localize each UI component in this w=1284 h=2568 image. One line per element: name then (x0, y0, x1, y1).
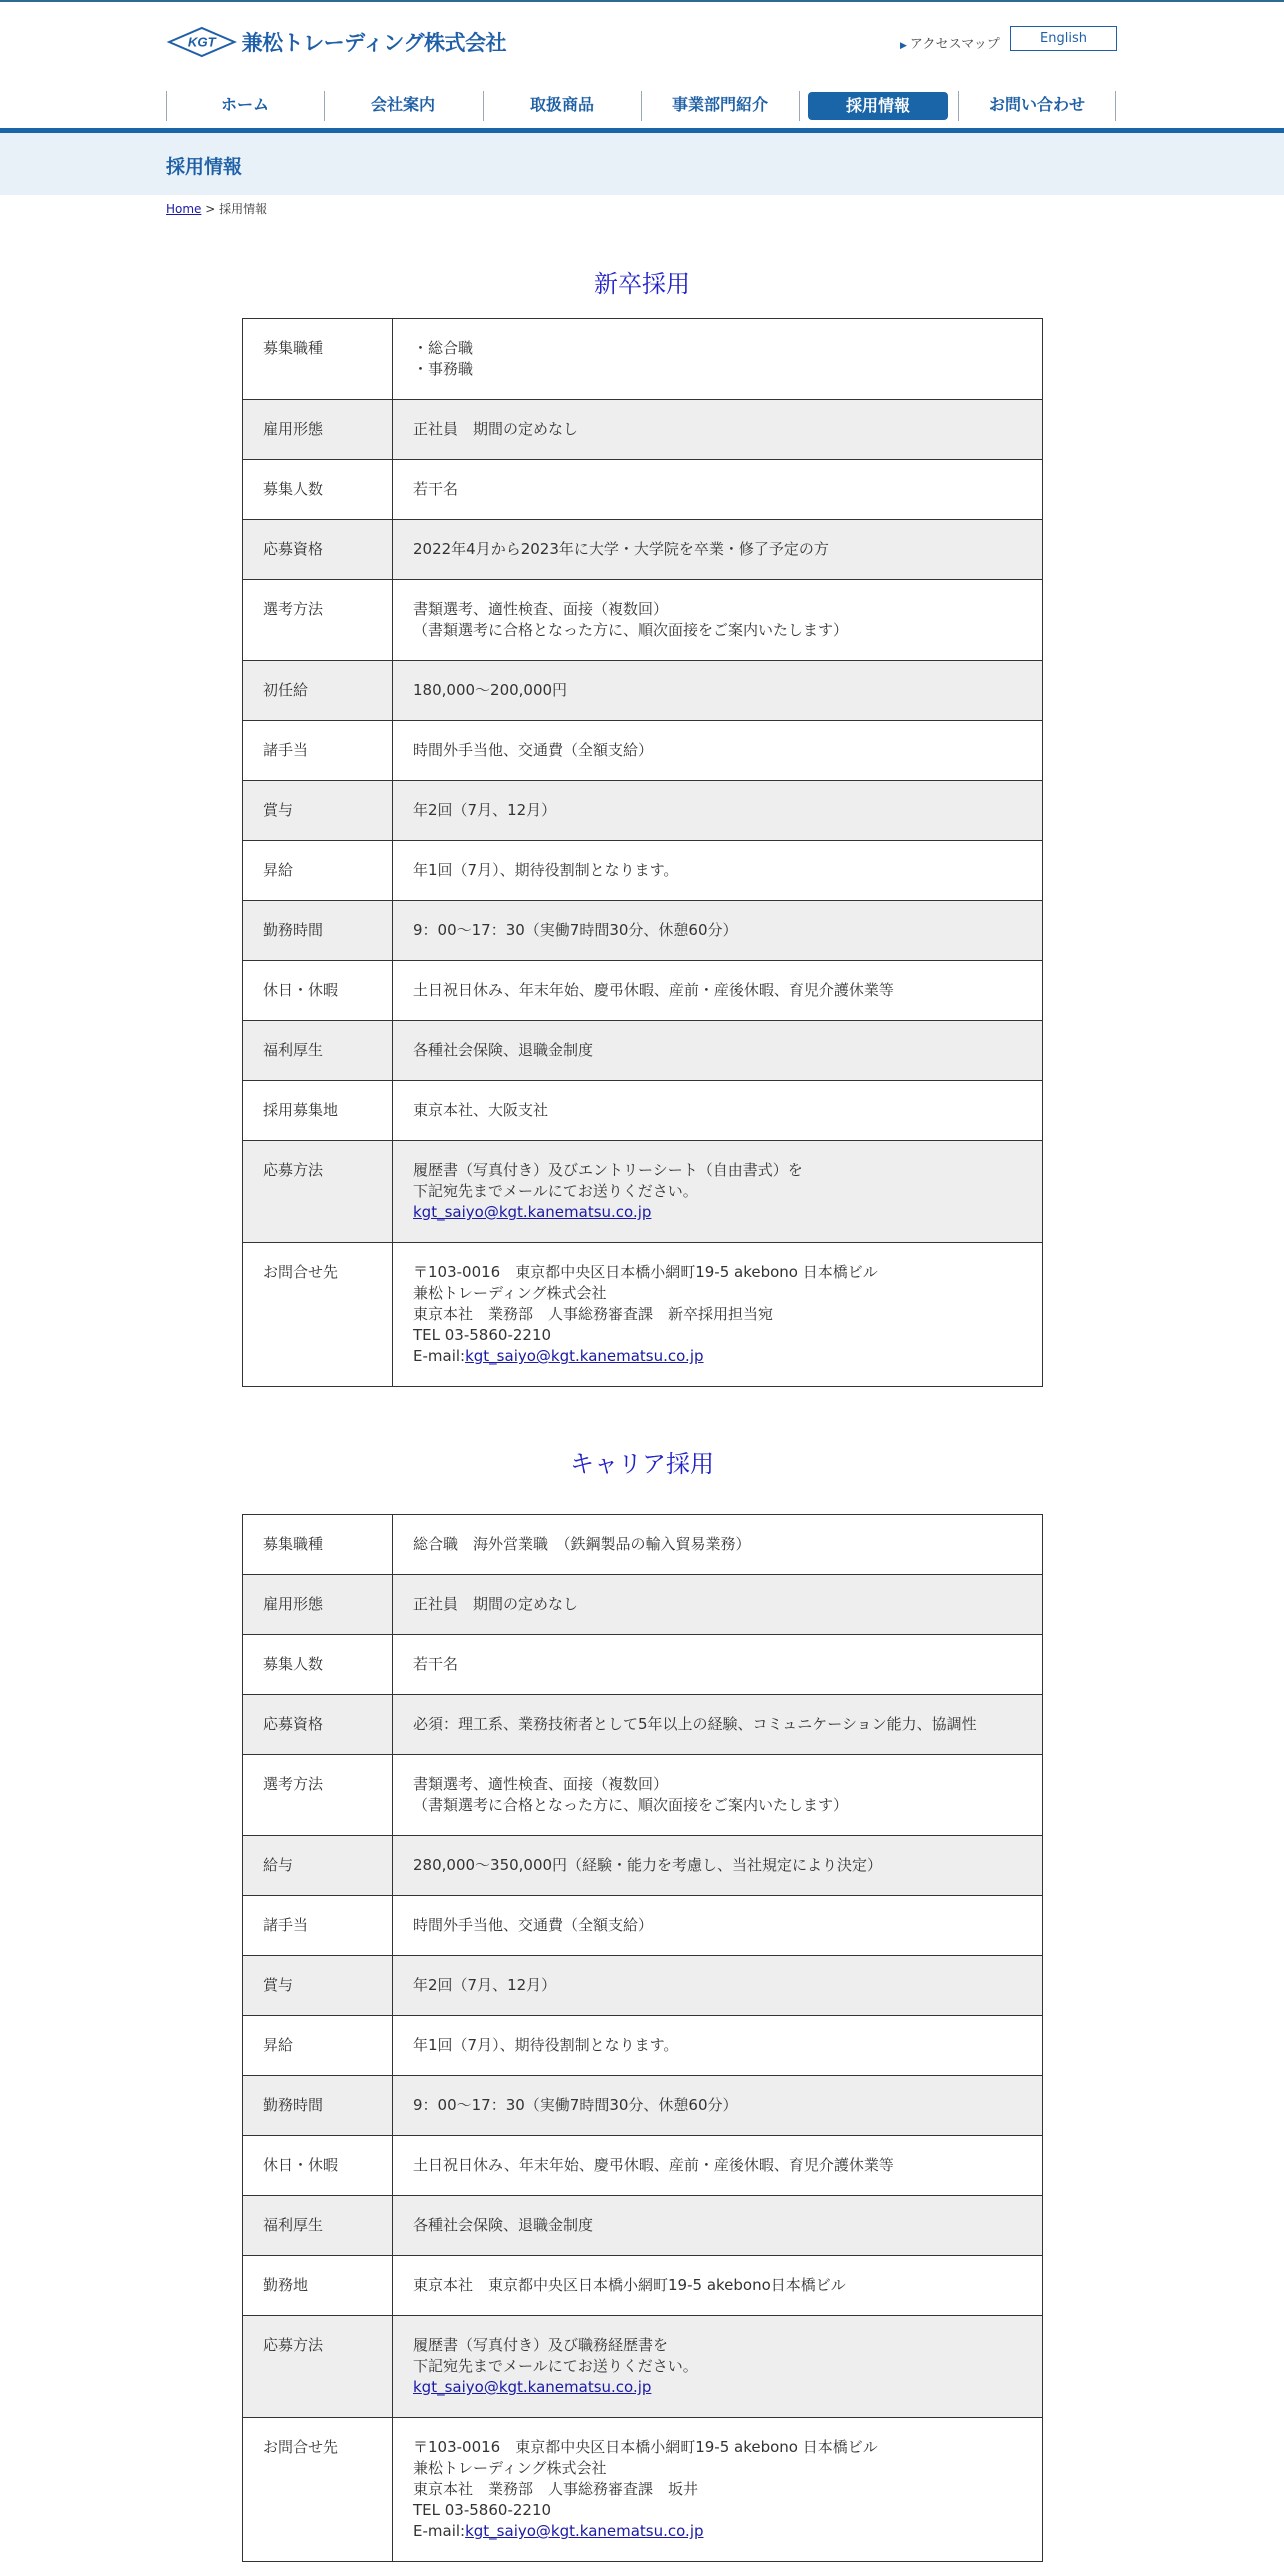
row-label: 応募方法 (243, 1141, 393, 1243)
value-line: 時間外手当他、交通費（全額支給） (413, 1916, 654, 1934)
svg-text:KGT: KGT (187, 34, 216, 50)
email-prefix: E-mail: (413, 1347, 466, 1365)
row-value (393, 1956, 1043, 2016)
row-value (393, 721, 1043, 781)
row-label: 初任給 (243, 661, 393, 721)
breadcrumb-separator: > (201, 202, 220, 216)
career-table (242, 1514, 1043, 2562)
row-value (393, 2256, 1043, 2316)
row-label: 選考方法 (243, 580, 393, 661)
site-logo[interactable] (166, 20, 506, 64)
email-link[interactable]: kgt_saiyo@kgt.kanematsu.co.jp (413, 1203, 652, 1221)
section-title-career: キャリア採用 (570, 1450, 714, 1478)
email-line (413, 1346, 1022, 1367)
table-row (243, 1021, 1043, 1081)
value-line: 年1回（7月）、期待役割制となります。 (413, 861, 679, 879)
row-label: 募集人数 (243, 1635, 393, 1695)
row-value (393, 841, 1043, 901)
row-label: 勤務地 (243, 2256, 393, 2316)
nav-separator (1115, 91, 1116, 121)
value-line: 年1回（7月）、期待役割制となります。 (413, 2036, 679, 2054)
row-value (393, 1896, 1043, 1956)
row-label: 募集職種 (243, 319, 393, 400)
shinsotsu-table (242, 318, 1043, 1387)
table-row (243, 460, 1043, 520)
value-line: 280,000～350,000円（経験・能力を考慮し、当社規定により決定） (413, 1856, 883, 1874)
row-label: 選考方法 (243, 1755, 393, 1836)
value-line: 下記宛先までメールにてお送りください。 (413, 1182, 698, 1200)
access-map-label: アクセスマップ (909, 37, 1000, 52)
table-row (243, 400, 1043, 460)
value-line: 履歴書（写真付き）及びエントリーシート（自由書式）を (413, 1161, 803, 1179)
row-label: 採用募集地 (243, 1081, 393, 1141)
table-row (243, 1243, 1043, 1387)
table-row (243, 781, 1043, 841)
breadcrumb-home-link[interactable]: Home (166, 202, 202, 216)
value-line: 東京本社 業務部 人事総務審査課 坂井 (413, 2480, 699, 2498)
logo-company-name: 兼松トレーディング株式会社 (241, 31, 506, 55)
table-row (243, 2196, 1043, 2256)
value-line: 正社員 期間の定めなし (413, 1595, 579, 1613)
row-label: 諸手当 (243, 721, 393, 781)
row-label: 雇用形態 (243, 400, 393, 460)
row-value (393, 1515, 1043, 1575)
row-value (393, 460, 1043, 520)
row-value (393, 1021, 1043, 1081)
email-link[interactable]: kgt_saiyo@kgt.kanematsu.co.jp (465, 1347, 704, 1365)
value-line: ・事務職 (413, 360, 474, 378)
nav-item-label: 事業部門紹介 (671, 95, 768, 114)
value-line: ・総合職 (413, 339, 474, 357)
value-line: 〒103-0016 東京都中央区日本橋小網町19-5 akebono 日本橋ビル (413, 1263, 878, 1281)
row-label: 応募資格 (243, 520, 393, 580)
row-label: 賞与 (243, 781, 393, 841)
value-line: 必須：理工系、業務技術者として5年以上の経験、コミュニケーション能力、協調性 (413, 1715, 977, 1733)
access-map-link[interactable] (900, 33, 1000, 52)
row-value (393, 961, 1043, 1021)
table-row (243, 1956, 1043, 2016)
value-line: TEL 03-5860-2210 (413, 1326, 552, 1344)
nav-item-1[interactable] (324, 89, 482, 123)
row-label: 休日・休暇 (243, 2136, 393, 2196)
row-value (393, 781, 1043, 841)
table-row (243, 961, 1043, 1021)
value-line: 下記宛先までメールにてお送りください。 (413, 2357, 698, 2375)
breadcrumb-current: 採用情報 (219, 202, 268, 216)
section-title-shinsotsu: 新卒採用 (594, 270, 690, 298)
breadcrumb (166, 200, 267, 217)
value-line: 〒103-0016 東京都中央区日本橋小網町19-5 akebono 日本橋ビル (413, 2438, 878, 2456)
value-line: 東京本社 業務部 人事総務審査課 新卒採用担当宛 (413, 1305, 774, 1323)
row-value (393, 400, 1043, 460)
value-line: 正社員 期間の定めなし (413, 420, 579, 438)
table-row (243, 2136, 1043, 2196)
table-row (243, 841, 1043, 901)
table-row (243, 901, 1043, 961)
row-label: お問合せ先 (243, 1243, 393, 1387)
value-line: 180,000～200,000円 (413, 681, 568, 699)
value-line: 東京本社、大阪支社 (413, 1101, 549, 1119)
table-row (243, 2076, 1043, 2136)
row-value (393, 1141, 1043, 1243)
row-value (393, 1243, 1043, 1387)
table-row (243, 1896, 1043, 1956)
value-line: （書類選考に合格となった方に、順次面接をご案内いたします） (413, 1796, 849, 1814)
table-row (243, 1515, 1043, 1575)
row-value (393, 661, 1043, 721)
row-value (393, 520, 1043, 580)
table-row (243, 1836, 1043, 1896)
value-line: 各種社会保険、退職金制度 (413, 1041, 594, 1059)
row-value (393, 2076, 1043, 2136)
value-line: （書類選考に合格となった方に、順次面接をご案内いたします） (413, 621, 849, 639)
row-label: 勤務時間 (243, 901, 393, 961)
table-row (243, 2016, 1043, 2076)
nav-item-3[interactable] (641, 89, 799, 123)
row-value (393, 319, 1043, 400)
nav-item-4[interactable] (799, 89, 957, 123)
table-row (243, 580, 1043, 661)
row-label: 募集人数 (243, 460, 393, 520)
value-line: 9：00～17：30（実働7時間30分、休憩60分） (413, 2096, 738, 2114)
table-row (243, 1755, 1043, 1836)
arrow-right-icon: ▶ (900, 41, 907, 51)
nav-item-label: 取扱商品 (529, 95, 594, 114)
table-row (243, 2418, 1043, 2562)
table-row (243, 721, 1043, 781)
nav-item-label: ホーム (220, 95, 269, 114)
value-line: 年2回（7月、12月） (413, 801, 557, 819)
table-row (243, 1081, 1043, 1141)
row-value (393, 1635, 1043, 1695)
row-value (393, 1695, 1043, 1755)
value-line: 土日祝日休み、年末年始、慶弔休暇、産前・産後休暇、育児介護休業等 (413, 981, 894, 999)
table-row (243, 319, 1043, 400)
nav-item-5[interactable] (958, 89, 1116, 123)
row-value (393, 2418, 1043, 2562)
email-link[interactable]: kgt_saiyo@kgt.kanematsu.co.jp (413, 2378, 652, 2396)
row-label: 福利厚生 (243, 1021, 393, 1081)
row-label: 雇用形態 (243, 1575, 393, 1635)
site-header (0, 2, 1284, 130)
row-value (393, 2196, 1043, 2256)
row-label: 休日・休暇 (243, 961, 393, 1021)
row-label: お問合せ先 (243, 2418, 393, 2562)
row-value (393, 901, 1043, 961)
value-line: 各種社会保険、退職金制度 (413, 2216, 594, 2234)
row-value (393, 1836, 1043, 1896)
value-line: 書類選考、適性検査、面接（複数回） (413, 600, 669, 618)
row-label: 応募資格 (243, 1695, 393, 1755)
value-line: 土日祝日休み、年末年始、慶弔休暇、産前・産後休暇、育児介護休業等 (413, 2156, 894, 2174)
row-value (393, 580, 1043, 661)
email-prefix: E-mail: (413, 2522, 466, 2540)
value-line: 若干名 (413, 1655, 459, 1673)
nav-item-label: 採用情報 (808, 92, 948, 120)
table-row (243, 1635, 1043, 1695)
nav-item-0[interactable] (166, 89, 324, 123)
value-line: 時間外手当他、交通費（全額支給） (413, 741, 654, 759)
value-line: 兼松トレーディング株式会社 (413, 2459, 607, 2477)
table-row (243, 2316, 1043, 2418)
table-row (243, 1141, 1043, 1243)
value-line: 総合職 海外営業職 （鉄鋼製品の輸入貿易業務） (413, 1535, 751, 1553)
table-row (243, 1695, 1043, 1755)
email-line (413, 2377, 1022, 2398)
table-row (243, 661, 1043, 721)
email-link[interactable]: kgt_saiyo@kgt.kanematsu.co.jp (465, 2522, 704, 2540)
row-label: 給与 (243, 1836, 393, 1896)
row-label: 昇給 (243, 2016, 393, 2076)
row-label: 昇給 (243, 841, 393, 901)
row-value (393, 2316, 1043, 2418)
page-title: 採用情報 (166, 156, 243, 178)
value-line: 若干名 (413, 480, 459, 498)
table-row (243, 1575, 1043, 1635)
nav-item-label: お問い合わせ (988, 95, 1085, 114)
value-line: 東京本社 東京都中央区日本橋小網町19-5 akebono日本橋ビル (413, 2276, 846, 2294)
row-label: 応募方法 (243, 2316, 393, 2418)
email-line (413, 1202, 1022, 1223)
value-line: TEL 03-5860-2210 (413, 2501, 552, 2519)
row-label: 募集職種 (243, 1515, 393, 1575)
value-line: 2022年4月から2023年に大学・大学院を卒業・修了予定の方 (413, 540, 829, 558)
row-label: 福利厚生 (243, 2196, 393, 2256)
row-value (393, 1575, 1043, 1635)
nav-item-2[interactable] (483, 89, 641, 123)
row-label: 諸手当 (243, 1896, 393, 1956)
kgt-logo-icon (166, 21, 238, 63)
value-line: 履歴書（写真付き）及び職務経歴書を (413, 2336, 669, 2354)
value-line: 兼松トレーディング株式会社 (413, 1284, 607, 1302)
table-row (243, 520, 1043, 580)
row-value (393, 1755, 1043, 1836)
nav-item-label: 会社案内 (370, 95, 435, 114)
english-button[interactable]: English (1010, 26, 1117, 51)
value-line: 書類選考、適性検査、面接（複数回） (413, 1775, 669, 1793)
email-line (413, 2521, 1022, 2542)
row-value (393, 2136, 1043, 2196)
value-line: 9：00～17：30（実働7時間30分、休憩60分） (413, 921, 738, 939)
row-label: 勤務時間 (243, 2076, 393, 2136)
row-value (393, 2016, 1043, 2076)
row-label: 賞与 (243, 1956, 393, 2016)
value-line: 年2回（7月、12月） (413, 1976, 557, 1994)
row-value (393, 1081, 1043, 1141)
table-row (243, 2256, 1043, 2316)
main-nav (166, 89, 1116, 123)
